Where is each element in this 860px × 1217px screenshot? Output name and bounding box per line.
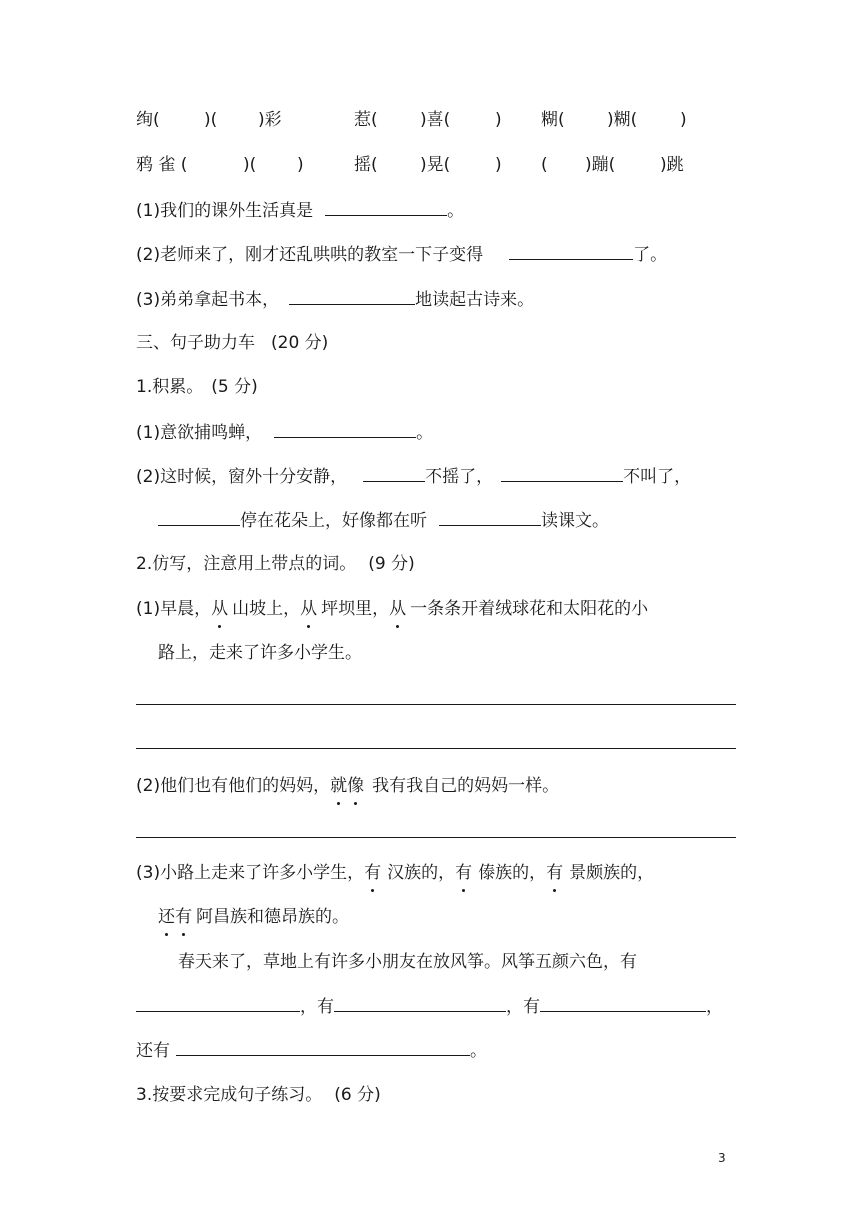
fill-text: 惹( [354,110,378,130]
dotted-word: 就 [330,776,348,796]
dotted-word: 从 [211,599,229,619]
answer-blank[interactable] [509,242,633,260]
example-sentence: (3)小路上走来了许多小学生，有 汉族的，有 傣族的，有 景颇族的， [136,863,655,883]
answer-blank[interactable] [439,508,541,526]
dotted-word: 从 [389,599,407,619]
example-sentence-continued: 路上，走来了许多小学生。 [158,643,362,663]
fill-text: ( [541,155,548,175]
fill-text: ) [297,155,304,175]
answer-blank[interactable] [325,198,447,216]
answer-blank[interactable] [363,464,425,482]
exercise-item-continued: 停在花朵上，好像都在听 读课文。 [158,508,609,532]
task-paragraph: 春天来了，草地上有许多小朋友在放风筝。风筝五颜六色，有 [178,952,637,972]
answer-blank[interactable] [289,287,415,305]
page-number: 3 [718,1151,726,1165]
fill-text: )糊( [607,110,638,130]
dotted-word: 有 [364,863,382,883]
task-paragraph-line: ，有 ，有 ， [136,994,723,1018]
dotted-word: 有 [175,907,192,927]
exercise-item: (3)弟弟拿起书本， 地读起古诗来。 [136,287,534,311]
dotted-word: 有 [546,863,564,883]
question-title: 2.仿写，注意用上带点的词。 (9 分) [136,554,415,574]
fill-text: )( [243,155,257,175]
answer-line[interactable] [136,704,736,705]
fill-text: ) [680,110,687,130]
answer-blank[interactable] [334,994,506,1012]
fill-text: 鸦 雀 ( [136,155,188,175]
task-paragraph-line: 还有 。 [136,1038,487,1062]
fill-text: 绚( [136,110,160,130]
exercise-item: (1)意欲捕鸣蝉， 。 [136,420,433,444]
dotted-word: 从 [300,599,318,619]
fill-text: )蹦( [585,155,616,175]
answer-blank[interactable] [540,994,706,1012]
answer-blank[interactable] [136,994,300,1012]
example-sentence-continued: 还有 阿昌族和德昂族的。 [158,907,349,927]
exercise-item: (2)这时候，窗外十分安静， 不摇了， 不叫了， [136,464,691,488]
example-sentence: (1)早晨，从 山坡上，从 坪坝里，从 一条条开着绒球花和太阳花的小 [136,599,649,619]
dotted-word: 像 [347,776,365,796]
exercise-item: (2)老师来了，刚才还乱哄哄的教室一下子变得 了。 [136,242,667,266]
exercise-item: (1)我们的课外生活真是 。 [136,198,464,222]
fill-text: )( [204,110,218,130]
fill-text: 摇( [354,155,378,175]
question-title: 3.按要求完成句子练习。 (6 分) [136,1085,381,1105]
fill-text: ) [495,155,502,175]
fill-text: 糊( [541,110,565,130]
answer-line[interactable] [136,837,736,838]
section-heading: 三、句子助力车 (20 分) [136,333,329,353]
question-title: 1.积累。 (5 分) [136,377,258,397]
fill-text: )喜( [420,110,451,130]
dotted-word: 有 [455,863,473,883]
fill-text: )彩 [258,110,282,130]
answer-blank[interactable] [274,420,416,438]
answer-blank[interactable] [176,1038,470,1056]
answer-blank[interactable] [158,508,240,526]
answer-line[interactable] [136,748,736,749]
fill-text: )晃( [420,155,451,175]
answer-blank[interactable] [501,464,623,482]
fill-text: )跳 [660,155,684,175]
fill-text: ) [495,110,502,130]
example-sentence: (2)他们也有他们的妈妈，就像 我有我自己的妈妈一样。 [136,776,560,796]
dotted-word: 还 [158,907,175,927]
